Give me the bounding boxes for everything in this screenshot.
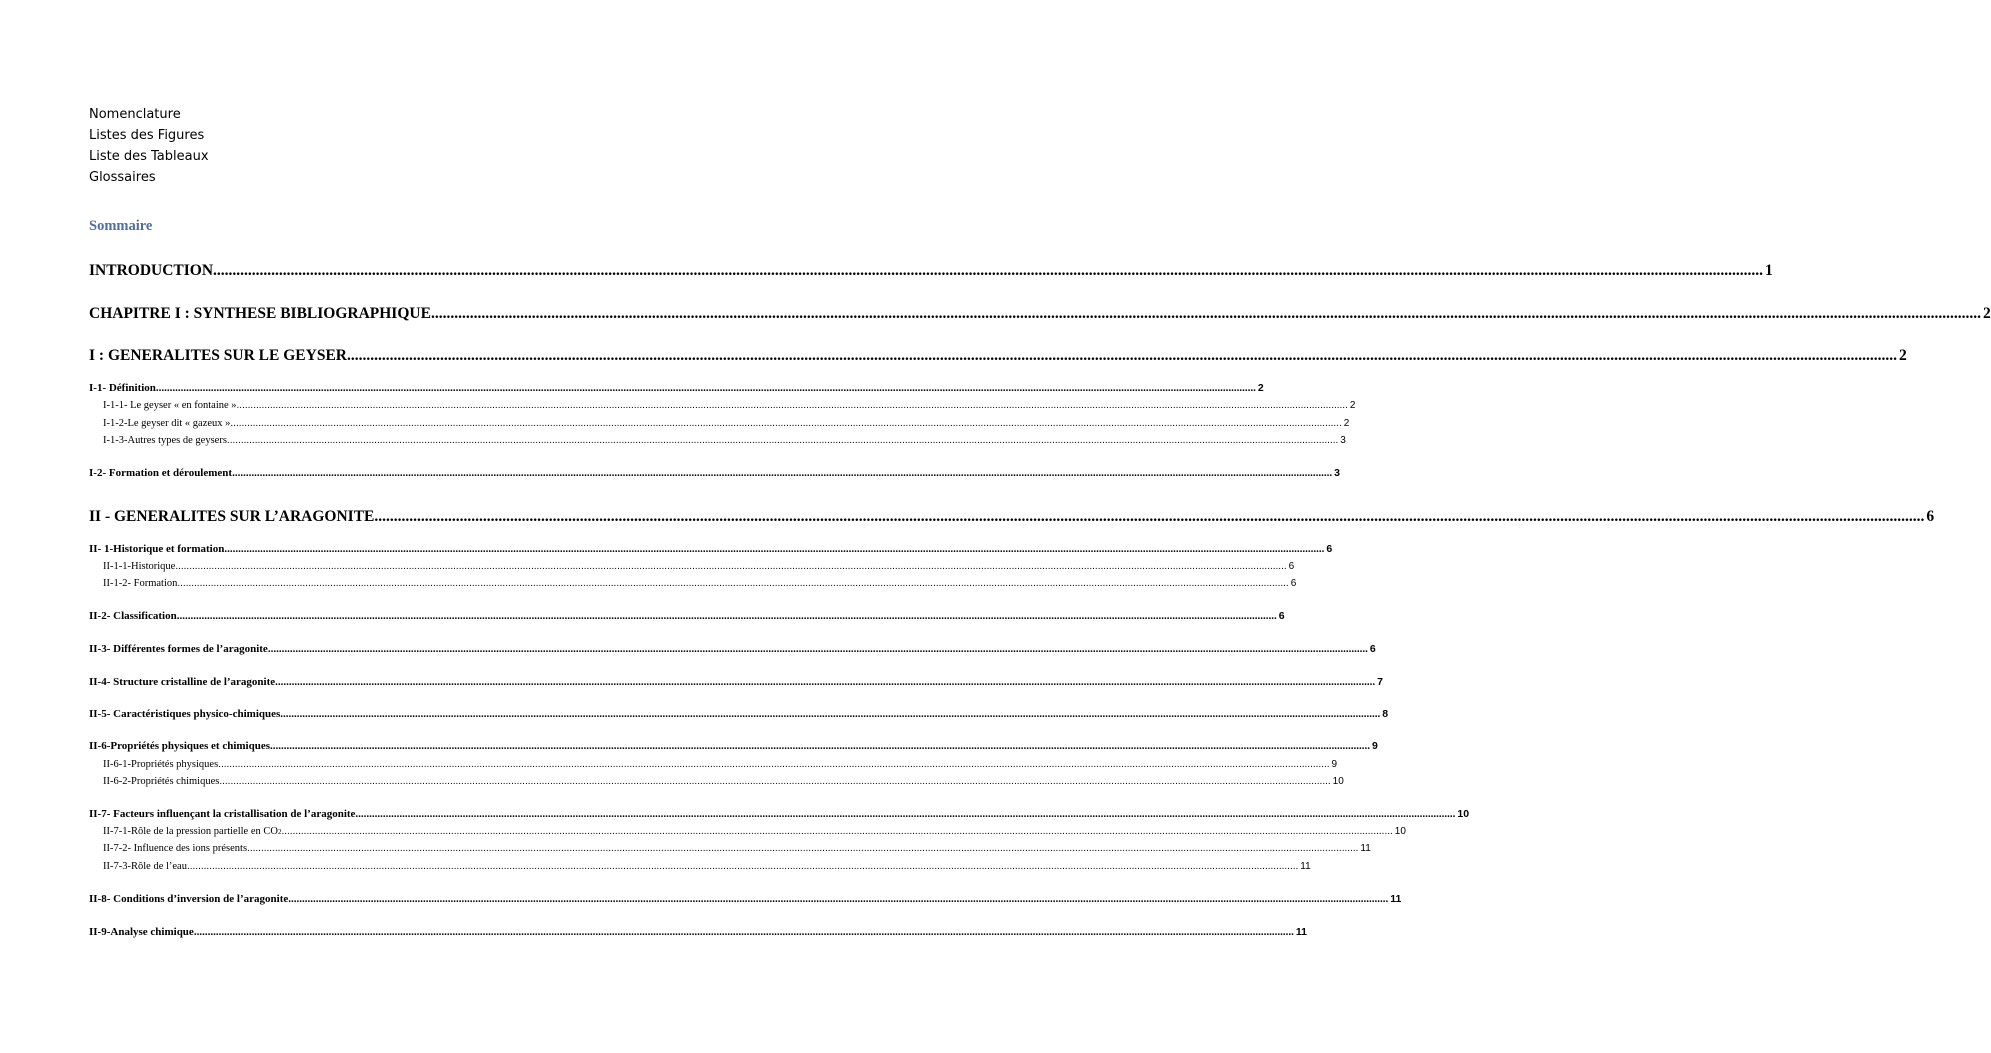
front-matter-item: Listes des Figures	[89, 128, 205, 143]
toc-page-number: 2	[1257, 382, 1264, 394]
toc-entry-title: II-6-Propriétés physiques et chimiques	[89, 740, 270, 752]
toc-entry[interactable]	[89, 843, 1371, 854]
toc-page-number: 6	[1926, 508, 1935, 525]
toc-leader-dots: ................................................................................................................................................................................................................................................................................................................................................................................................................	[247, 843, 1359, 854]
toc-leader-dots: ................................................................................................................................................................................................................................................................................................................................................................................................................	[219, 776, 1331, 787]
toc-page-number: 11	[1360, 843, 1371, 854]
toc-entry-title: I : GENERALITES SUR LE GEYSER	[89, 347, 347, 364]
toc-entry-title: II-7-1-Rôle de la pression partielle en CO	[103, 826, 278, 837]
toc-page-number: 9	[1331, 759, 1338, 770]
toc-entry[interactable]	[89, 382, 1264, 394]
toc-entry-title: II- 1-Historique et formation	[89, 543, 225, 555]
toc-page-number: 11	[1300, 861, 1311, 872]
toc-entry-title: II-9-Analyse chimique	[89, 926, 194, 938]
toc-leader-dots: ................................................................................................................................................................................................................................................................................................................................................................................................................	[270, 740, 1370, 752]
toc-entry-title: II-4- Structure cristalline de l’aragonite	[89, 676, 276, 688]
toc-leader-dots: ................................................................................................................................................................................................................................................................................................................................................................................................................	[193, 926, 1294, 938]
toc-entry[interactable]	[89, 262, 1773, 280]
toc-page-number: 10	[1394, 826, 1406, 837]
toc-entry[interactable]	[89, 826, 1406, 837]
toc-leader-dots: ................................................................................................................................................................................................................................................................................................................................................................................................................	[186, 861, 1299, 872]
toc-page-number: 6	[1278, 610, 1285, 622]
toc-page-number: 10	[1457, 808, 1470, 820]
toc-entry[interactable]	[89, 808, 1470, 820]
toc-entry[interactable]	[89, 708, 1389, 720]
toc-leader-dots: ................................................................................................................................................................................................................................................................................................................................................................................................................	[288, 893, 1389, 905]
toc-entry-title: II-5- Caractéristiques physico-chimiques	[89, 708, 281, 720]
toc-entry[interactable]	[89, 926, 1307, 938]
toc-entry-title: CHAPITRE I : SYNTHESE BIBLIOGRAPHIQUE	[89, 305, 431, 322]
front-matter-list	[89, 104, 209, 188]
toc-entry[interactable]	[89, 435, 1346, 446]
toc-entry-title: II-7- Facteurs influençant la cristallisation de l’aragonite	[89, 808, 356, 820]
front-matter-item: Nomenclature	[89, 107, 181, 122]
toc-leader-dots: ................................................................................................................................................................................................................................................................................................................................................................................................................	[176, 610, 1277, 622]
toc-entry[interactable]	[89, 305, 1991, 323]
toc-entry[interactable]	[89, 643, 1376, 655]
toc-page-number: 8	[1382, 708, 1389, 720]
toc-entry-title: II-8- Conditions d’inversion de l’aragonite	[89, 893, 289, 905]
toc-entry-title: I-1-2-Le geyser dit « gazeux »	[103, 418, 231, 429]
toc-entry-title: INTRODUCTION	[89, 262, 214, 279]
toc-page-number: 6	[1290, 578, 1297, 589]
toc-page-number: 3	[1340, 435, 1346, 446]
toc-leader-dots: ................................................................................................................................................................................................................................................................................................................................................................................................................	[355, 808, 1456, 820]
toc-entry[interactable]	[89, 776, 1344, 787]
toc-page-number: 10	[1332, 776, 1344, 787]
toc-page-number: 2	[1343, 418, 1350, 429]
toc-entry[interactable]	[89, 508, 1935, 526]
toc-leader-dots: ................................................................................................................................................................................................................................................................................................................................................................................................................	[232, 467, 1333, 479]
toc-page-number: 2	[1982, 305, 1991, 322]
toc-leader-dots: ................................................................................................................................................................................................................................................................................................................................................................................................................	[224, 543, 1325, 555]
toc-page-number: 11	[1295, 926, 1307, 938]
toc-leader-dots: ................................................................................................................................................................................................................................................................................................................................................................................................................	[236, 400, 1348, 411]
toc-entry[interactable]	[89, 578, 1297, 589]
toc-entry-title: Historique	[130, 561, 176, 572]
toc-leader-dots: ................................................................................................................................................................................................................................................................................................................................................................................................................	[213, 262, 1764, 279]
toc-entry[interactable]	[89, 561, 1295, 572]
toc-entry[interactable]	[89, 893, 1402, 905]
toc-leader-dots: ................................................................................................................................................................................................................................................................................................................................................................................................................	[218, 759, 1330, 770]
toc-page-number: 2	[1898, 347, 1907, 364]
toc-entry-title: II-2- Classification	[89, 610, 177, 622]
toc-entry-title: I-1-3-Autres types de geysers	[103, 435, 227, 446]
toc-entry-title: I-1- Définition	[89, 382, 156, 394]
toc-page-number: 9	[1372, 740, 1378, 752]
toc-entry-title: II-7-2- Influence des ions présents	[103, 843, 248, 854]
toc-entry-title: II-1-1-	[103, 561, 131, 572]
toc-entry-title: II - GENERALITES SUR L’ARAGONITE	[89, 508, 375, 525]
toc-leader-dots: ................................................................................................................................................................................................................................................................................................................................................................................................................	[281, 826, 1393, 837]
toc-leader-dots: ................................................................................................................................................................................................................................................................................................................................................................................................................	[226, 435, 1339, 446]
toc-entry-title: II-1-2- Formation	[103, 578, 178, 589]
toc-page-number: 6	[1369, 643, 1376, 655]
toc-entry[interactable]	[89, 610, 1285, 622]
toc-page-number: 1	[1765, 262, 1773, 279]
toc-page-number: 11	[1390, 893, 1402, 905]
front-matter-item: Liste des Tableaux	[89, 149, 209, 164]
toc-entry-title: II-3- Différentes formes de l’aragonite	[89, 643, 268, 655]
toc-leader-dots: ................................................................................................................................................................................................................................................................................................................................................................................................................	[230, 418, 1342, 429]
front-matter-item: Glossaires	[89, 170, 156, 185]
toc-leader-dots: ................................................................................................................................................................................................................................................................................................................................................................................................................	[346, 347, 1897, 364]
toc-leader-dots: ................................................................................................................................................................................................................................................................................................................................................................................................................	[430, 305, 1981, 322]
toc-entry[interactable]	[89, 418, 1350, 429]
toc-page-number: 6	[1326, 543, 1333, 555]
toc-entry[interactable]	[89, 347, 1907, 365]
toc-entry[interactable]	[89, 543, 1333, 555]
toc-entry[interactable]	[89, 400, 1356, 411]
toc-page-number: 6	[1288, 561, 1295, 572]
toc-leader-dots: ................................................................................................................................................................................................................................................................................................................................................................................................................	[280, 708, 1381, 720]
toc-entry-title: II-7-3-Rôle de l’eau	[103, 861, 187, 872]
toc-entry-title: II-6-1-Propriétés physiques	[103, 759, 219, 770]
toc-entry[interactable]	[89, 861, 1311, 872]
toc-leader-dots: ................................................................................................................................................................................................................................................................................................................................................................................................................	[275, 676, 1376, 688]
toc-page-number: 3	[1334, 467, 1340, 479]
toc-leader-dots: ................................................................................................................................................................................................................................................................................................................................................................................................................	[177, 578, 1289, 589]
toc-heading: Sommaire	[89, 218, 153, 234]
toc-entry-subscript: 2	[277, 828, 282, 836]
toc-entry-title: II-6-2-Propriétés chimiques	[103, 776, 220, 787]
toc-entry[interactable]	[89, 759, 1338, 770]
toc-leader-dots: ................................................................................................................................................................................................................................................................................................................................................................................................................	[267, 643, 1368, 655]
toc-leader-dots: ................................................................................................................................................................................................................................................................................................................................................................................................................	[155, 382, 1256, 394]
toc-entry[interactable]	[89, 467, 1340, 479]
toc-entry-title: I-2- Formation et déroulement	[89, 467, 233, 479]
toc-entry[interactable]	[89, 740, 1378, 752]
toc-entry-title: I-1-1- Le geyser « en fontaine »	[103, 400, 237, 411]
toc-page-number: 7	[1377, 676, 1383, 688]
toc-entry[interactable]	[89, 676, 1383, 688]
toc-leader-dots: ................................................................................................................................................................................................................................................................................................................................................................................................................	[374, 508, 1925, 525]
toc-leader-dots: ................................................................................................................................................................................................................................................................................................................................................................................................................	[175, 561, 1287, 572]
toc-page-number: 2	[1349, 400, 1356, 411]
